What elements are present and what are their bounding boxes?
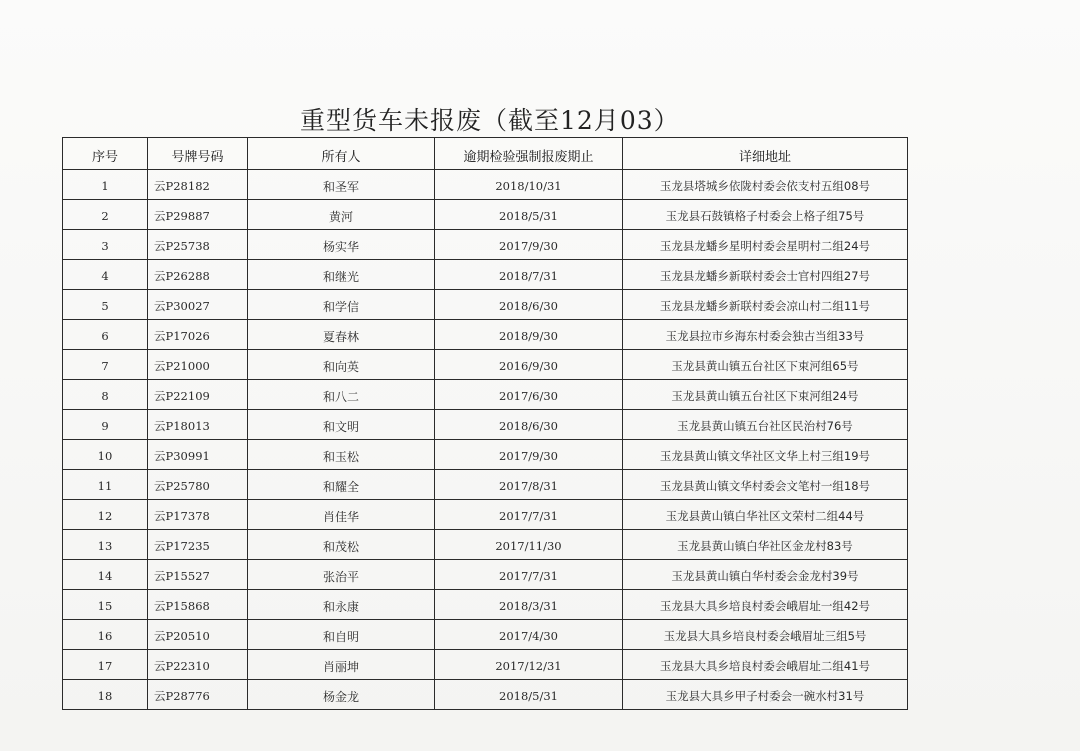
- table-row: [63, 170, 908, 200]
- serial-cell: 7: [63, 350, 148, 380]
- header-owner: 所有人: [248, 138, 435, 170]
- serial-cell: 2: [63, 200, 148, 230]
- address-cell: 玉龙县龙蟠乡新联村委会凉山村二组11号: [623, 290, 908, 320]
- address-cell: 玉龙县黄山镇五台社区民治村76号: [623, 410, 908, 440]
- deadline-cell: 2017/9/30: [435, 440, 623, 470]
- owner-cell: 和玉松: [248, 440, 435, 470]
- table-row: [63, 650, 908, 680]
- owner-cell: 和自明: [248, 620, 435, 650]
- plate-cell: 云P28182: [148, 170, 248, 200]
- plate-cell: 云P25780: [148, 470, 248, 500]
- address-cell: 玉龙县大具乡甲子村委会一碗水村31号: [623, 680, 908, 710]
- serial-cell: 4: [63, 260, 148, 290]
- deadline-cell: 2016/9/30: [435, 350, 623, 380]
- table-row: [63, 230, 908, 260]
- address-cell: 玉龙县黄山镇文华村委会文笔村一组18号: [623, 470, 908, 500]
- address-cell: 玉龙县大具乡培良村委会峨眉址一组42号: [623, 590, 908, 620]
- table-row: [63, 530, 908, 560]
- address-cell: 玉龙县龙蟠乡新联村委会士官村四组27号: [623, 260, 908, 290]
- owner-cell: 和八二: [248, 380, 435, 410]
- serial-cell: 14: [63, 560, 148, 590]
- serial-cell: 13: [63, 530, 148, 560]
- table-row: [63, 500, 908, 530]
- serial-cell: 12: [63, 500, 148, 530]
- page-title: 重型货车未报废（截至12月03）: [300, 106, 680, 135]
- plate-cell: 云P17378: [148, 500, 248, 530]
- header-deadline: 逾期检验强制报废期止: [435, 138, 623, 170]
- table-row: [63, 260, 908, 290]
- table-row: [63, 320, 908, 350]
- owner-cell: 和茂松: [248, 530, 435, 560]
- owner-cell: 和向英: [248, 350, 435, 380]
- owner-cell: 夏春林: [248, 320, 435, 350]
- address-cell: 玉龙县黄山镇五台社区下束河组65号: [623, 350, 908, 380]
- deadline-cell: 2018/6/30: [435, 410, 623, 440]
- serial-cell: 8: [63, 380, 148, 410]
- owner-cell: 和圣军: [248, 170, 435, 200]
- plate-cell: 云P21000: [148, 350, 248, 380]
- deadline-cell: 2018/10/31: [435, 170, 623, 200]
- table-row: [63, 350, 908, 380]
- address-cell: 玉龙县黄山镇文华社区文华上村三组19号: [623, 440, 908, 470]
- table-body: [63, 170, 908, 710]
- plate-cell: 云P30991: [148, 440, 248, 470]
- deadline-cell: 2017/6/30: [435, 380, 623, 410]
- serial-cell: 17: [63, 650, 148, 680]
- address-cell: 玉龙县塔城乡依陇村委会依支村五组08号: [623, 170, 908, 200]
- deadline-cell: 2017/4/30: [435, 620, 623, 650]
- plate-cell: 云P15527: [148, 560, 248, 590]
- serial-cell: 11: [63, 470, 148, 500]
- table-row: [63, 680, 908, 710]
- table-row: [63, 470, 908, 500]
- owner-cell: 杨金龙: [248, 680, 435, 710]
- table-row: [63, 380, 908, 410]
- owner-cell: 肖丽坤: [248, 650, 435, 680]
- header-serial-number: 序号: [63, 138, 148, 170]
- owner-cell: 肖佳华: [248, 500, 435, 530]
- deadline-cell: 2017/7/31: [435, 500, 623, 530]
- plate-cell: 云P17026: [148, 320, 248, 350]
- deadline-cell: 2017/12/31: [435, 650, 623, 680]
- table-row: [63, 620, 908, 650]
- address-cell: 玉龙县黄山镇白华社区金龙村83号: [623, 530, 908, 560]
- deadline-cell: 2018/7/31: [435, 260, 623, 290]
- serial-cell: 1: [63, 170, 148, 200]
- deadline-cell: 2017/8/31: [435, 470, 623, 500]
- deadline-cell: 2018/9/30: [435, 320, 623, 350]
- address-cell: 玉龙县黄山镇白华村委会金龙村39号: [623, 560, 908, 590]
- owner-cell: 和文明: [248, 410, 435, 440]
- header-plate-number: 号牌号码: [148, 138, 248, 170]
- deadline-cell: 2018/5/31: [435, 680, 623, 710]
- owner-cell: 黄河: [248, 200, 435, 230]
- plate-cell: 云P28776: [148, 680, 248, 710]
- table-row: [63, 560, 908, 590]
- table-row: [63, 290, 908, 320]
- address-cell: 玉龙县石鼓镇格子村委会上格子组75号: [623, 200, 908, 230]
- table-header-row: [63, 138, 908, 170]
- serial-cell: 10: [63, 440, 148, 470]
- address-cell: 玉龙县拉市乡海东村委会独古当组33号: [623, 320, 908, 350]
- address-cell: 玉龙县大具乡培良村委会峨眉址三组5号: [623, 620, 908, 650]
- header-address: 详细地址: [623, 138, 908, 170]
- address-cell: 玉龙县龙蟠乡星明村委会星明村二组24号: [623, 230, 908, 260]
- serial-cell: 9: [63, 410, 148, 440]
- plate-cell: 云P26288: [148, 260, 248, 290]
- table-row: [63, 200, 908, 230]
- serial-cell: 6: [63, 320, 148, 350]
- address-cell: 玉龙县大具乡培良村委会峨眉址二组41号: [623, 650, 908, 680]
- table-row: [63, 410, 908, 440]
- address-cell: 玉龙县黄山镇白华社区文荣村二组44号: [623, 500, 908, 530]
- plate-cell: 云P17235: [148, 530, 248, 560]
- plate-cell: 云P20510: [148, 620, 248, 650]
- plate-cell: 云P25738: [148, 230, 248, 260]
- owner-cell: 和继光: [248, 260, 435, 290]
- serial-cell: 5: [63, 290, 148, 320]
- plate-cell: 云P18013: [148, 410, 248, 440]
- deadline-cell: 2018/3/31: [435, 590, 623, 620]
- owner-cell: 和永康: [248, 590, 435, 620]
- plate-cell: 云P30027: [148, 290, 248, 320]
- deadline-cell: 2017/9/30: [435, 230, 623, 260]
- deadline-cell: 2018/6/30: [435, 290, 623, 320]
- serial-cell: 18: [63, 680, 148, 710]
- deadline-cell: 2018/5/31: [435, 200, 623, 230]
- owner-cell: 和学信: [248, 290, 435, 320]
- plate-cell: 云P29887: [148, 200, 248, 230]
- table-row: [63, 590, 908, 620]
- plate-cell: 云P22310: [148, 650, 248, 680]
- serial-cell: 15: [63, 590, 148, 620]
- owner-cell: 张治平: [248, 560, 435, 590]
- plate-cell: 云P15868: [148, 590, 248, 620]
- serial-cell: 3: [63, 230, 148, 260]
- vehicle-table: [62, 137, 908, 710]
- deadline-cell: 2017/7/31: [435, 560, 623, 590]
- address-cell: 玉龙县黄山镇五台社区下束河组24号: [623, 380, 908, 410]
- owner-cell: 杨实华: [248, 230, 435, 260]
- table-row: [63, 440, 908, 470]
- owner-cell: 和耀全: [248, 470, 435, 500]
- serial-cell: 16: [63, 620, 148, 650]
- plate-cell: 云P22109: [148, 380, 248, 410]
- deadline-cell: 2017/11/30: [435, 530, 623, 560]
